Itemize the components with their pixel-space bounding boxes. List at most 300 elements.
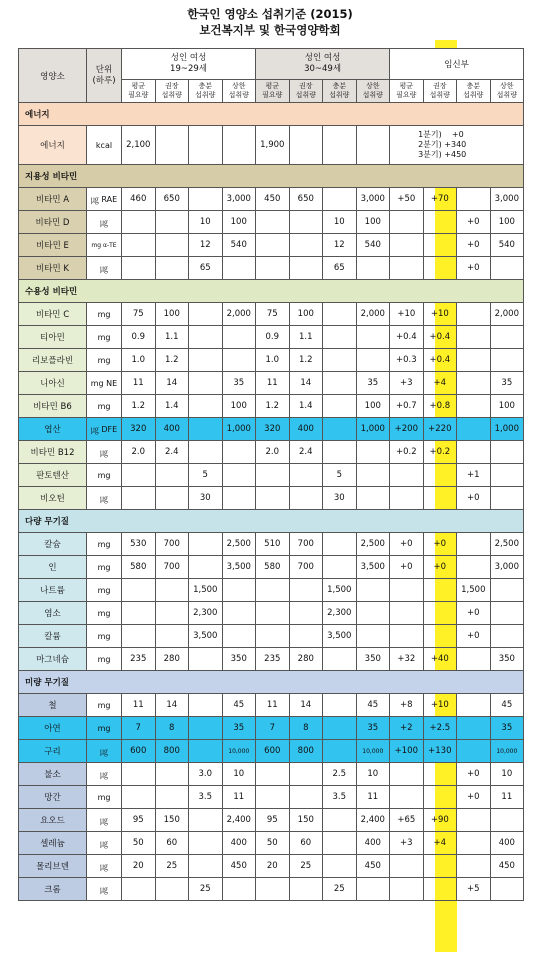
nutrient-name: 리보플라빈 <box>19 349 87 372</box>
value-cell: 12 <box>189 234 223 257</box>
value-cell: +0 <box>423 533 457 556</box>
value-cell: 1.1 <box>289 326 323 349</box>
value-cell <box>390 234 424 257</box>
value-cell: 700 <box>155 556 189 579</box>
subheader-cell: 평균 필요량 <box>390 80 424 103</box>
value-cell: 3.5 <box>189 786 223 809</box>
value-cell: +0.7 <box>390 395 424 418</box>
value-cell <box>155 763 189 786</box>
value-cell <box>289 464 323 487</box>
value-cell <box>323 303 357 326</box>
value-cell <box>457 326 491 349</box>
value-cell <box>323 855 357 878</box>
value-cell <box>457 740 491 763</box>
value-cell: 20 <box>122 855 156 878</box>
value-cell: 100 <box>222 211 256 234</box>
value-cell <box>189 188 223 211</box>
value-cell <box>222 126 256 165</box>
value-cell: 150 <box>289 809 323 832</box>
nutrient-name: 에너지 <box>19 126 87 165</box>
unit-cell: ㎍ <box>87 809 122 832</box>
unit-cell: mg <box>87 533 122 556</box>
value-cell <box>122 579 156 602</box>
value-cell: 75 <box>122 303 156 326</box>
value-cell <box>155 878 189 901</box>
value-cell <box>457 648 491 671</box>
value-cell: 1.0 <box>122 349 156 372</box>
value-cell: 25 <box>289 855 323 878</box>
table-row <box>19 257 524 280</box>
value-cell: 35 <box>356 372 390 395</box>
value-cell: 10,000 <box>356 740 390 763</box>
value-cell <box>423 625 457 648</box>
value-cell: 100 <box>289 303 323 326</box>
value-cell <box>423 211 457 234</box>
value-cell: 11 <box>356 786 390 809</box>
value-cell: 3.5 <box>323 786 357 809</box>
value-cell: 2,500 <box>356 533 390 556</box>
value-cell <box>289 625 323 648</box>
value-cell: 11 <box>122 694 156 717</box>
value-cell <box>222 464 256 487</box>
value-cell <box>323 126 357 165</box>
value-cell <box>490 441 524 464</box>
value-cell <box>323 418 357 441</box>
nutrient-name: 비타민 K <box>19 257 87 280</box>
subheader-cell: 평균 필요량 <box>256 80 290 103</box>
value-cell: +90 <box>423 809 457 832</box>
subheader-cell: 상한 섭취량 <box>356 80 390 103</box>
value-cell: 1.2 <box>122 395 156 418</box>
value-cell <box>390 579 424 602</box>
value-cell: 30 <box>323 487 357 510</box>
value-cell: 10 <box>323 211 357 234</box>
unit-cell: mg <box>87 579 122 602</box>
value-cell: 50 <box>256 832 290 855</box>
value-cell: +10 <box>423 303 457 326</box>
value-cell: +3 <box>390 832 424 855</box>
nutrient-name: 비타민 B12 <box>19 441 87 464</box>
value-cell: 235 <box>122 648 156 671</box>
value-cell: 235 <box>256 648 290 671</box>
value-cell: +70 <box>423 188 457 211</box>
unit-cell: ㎍ RAE <box>87 188 122 211</box>
unit-cell: ㎍ <box>87 763 122 786</box>
value-cell: 1,900 <box>256 126 290 165</box>
value-cell <box>256 763 290 786</box>
value-cell: +0 <box>457 211 491 234</box>
subheader-cell: 상한 섭취량 <box>490 80 524 103</box>
value-cell: 3,500 <box>189 625 223 648</box>
value-cell <box>490 326 524 349</box>
unit-cell: mg <box>87 694 122 717</box>
value-cell <box>256 625 290 648</box>
value-cell: +2.5 <box>423 717 457 740</box>
value-cell <box>189 717 223 740</box>
value-cell <box>189 326 223 349</box>
value-cell <box>423 602 457 625</box>
value-cell <box>323 556 357 579</box>
value-cell: +65 <box>390 809 424 832</box>
nutrient-name: 비타민 E <box>19 234 87 257</box>
value-cell: 100 <box>356 211 390 234</box>
value-cell <box>189 418 223 441</box>
value-cell: 65 <box>323 257 357 280</box>
value-cell: 600 <box>122 740 156 763</box>
value-cell: 35 <box>490 372 524 395</box>
nutrient-name: 비타민 D <box>19 211 87 234</box>
value-cell <box>423 464 457 487</box>
value-cell <box>189 694 223 717</box>
value-cell <box>189 126 223 165</box>
table-row <box>19 372 524 395</box>
value-cell <box>289 579 323 602</box>
value-cell: 400 <box>289 418 323 441</box>
value-cell: +8 <box>390 694 424 717</box>
table-row <box>19 855 524 878</box>
value-cell: 10 <box>189 211 223 234</box>
title-main: 한국인 영양소 섭취기준 (2015) <box>187 7 353 21</box>
value-cell <box>289 126 323 165</box>
value-cell <box>323 533 357 556</box>
value-cell <box>289 763 323 786</box>
section-trace_min <box>19 671 524 694</box>
section-label: 에너지 <box>19 103 524 126</box>
value-cell: 2,500 <box>490 533 524 556</box>
value-cell: +0.4 <box>423 326 457 349</box>
value-cell <box>155 625 189 648</box>
value-cell: 1,000 <box>490 418 524 441</box>
nutrient-name: 요오드 <box>19 809 87 832</box>
value-cell <box>323 694 357 717</box>
value-cell: +100 <box>390 740 424 763</box>
value-cell: 2.0 <box>256 441 290 464</box>
table-row <box>19 188 524 211</box>
value-cell <box>222 625 256 648</box>
unit-cell: mg <box>87 395 122 418</box>
value-cell <box>490 625 524 648</box>
unit-cell: kcal <box>87 126 122 165</box>
value-cell: 460 <box>122 188 156 211</box>
value-cell: 530 <box>122 533 156 556</box>
value-cell: 60 <box>289 832 323 855</box>
table-row <box>19 625 524 648</box>
unit-cell: ㎍ <box>87 211 122 234</box>
value-cell <box>323 740 357 763</box>
value-cell: 100 <box>490 211 524 234</box>
page-title <box>0 0 540 38</box>
value-cell: 45 <box>356 694 390 717</box>
subheader-cell: 충분 섭취량 <box>457 80 491 103</box>
value-cell: 1.0 <box>256 349 290 372</box>
value-cell: 11 <box>256 694 290 717</box>
value-cell: 2,000 <box>222 303 256 326</box>
header-women-19-29: 성인 여성 19~29세 <box>122 49 256 80</box>
value-cell <box>356 579 390 602</box>
value-cell <box>457 809 491 832</box>
table-row <box>19 303 524 326</box>
value-cell: 320 <box>256 418 290 441</box>
value-cell: +0 <box>457 786 491 809</box>
value-cell <box>189 441 223 464</box>
unit-cell: ㎍ DFE <box>87 418 122 441</box>
section-major_min <box>19 510 524 533</box>
value-cell: 8 <box>289 717 323 740</box>
unit-cell: ㎍ <box>87 740 122 763</box>
unit-cell: mg NE <box>87 372 122 395</box>
value-cell <box>189 395 223 418</box>
subheader-cell: 충분 섭취량 <box>189 80 223 103</box>
value-cell <box>356 602 390 625</box>
value-cell: 100 <box>490 395 524 418</box>
table-row <box>19 648 524 671</box>
value-cell: 7 <box>122 717 156 740</box>
value-cell: 0.9 <box>122 326 156 349</box>
value-cell: 5 <box>323 464 357 487</box>
value-cell: +40 <box>423 648 457 671</box>
value-cell <box>122 878 156 901</box>
table-row <box>19 809 524 832</box>
value-cell <box>323 188 357 211</box>
value-cell: 350 <box>490 648 524 671</box>
value-cell <box>490 349 524 372</box>
value-cell: +0 <box>457 763 491 786</box>
value-cell <box>122 257 156 280</box>
value-cell <box>189 855 223 878</box>
table-row <box>19 694 524 717</box>
value-cell: 2,400 <box>356 809 390 832</box>
value-cell: 8 <box>155 717 189 740</box>
nutrient-name: 판토텐산 <box>19 464 87 487</box>
unit-cell: mg <box>87 717 122 740</box>
value-cell <box>356 257 390 280</box>
value-cell: 1.1 <box>155 326 189 349</box>
subheader-cell: 상한 섭취량 <box>222 80 256 103</box>
value-cell: 540 <box>222 234 256 257</box>
value-cell: 100 <box>155 303 189 326</box>
value-cell <box>323 372 357 395</box>
value-cell: 10,000 <box>490 740 524 763</box>
value-cell: 1.2 <box>155 349 189 372</box>
pregnancy-energy-note: 1분기) +0 2분기) +340 3분기) +450 <box>390 126 524 165</box>
value-cell <box>457 556 491 579</box>
value-cell: 2,500 <box>222 533 256 556</box>
value-cell: 1,000 <box>356 418 390 441</box>
value-cell <box>457 372 491 395</box>
value-cell <box>189 740 223 763</box>
value-cell: 7 <box>256 717 290 740</box>
value-cell <box>189 809 223 832</box>
value-cell: 2,100 <box>122 126 156 165</box>
value-cell <box>323 648 357 671</box>
value-cell: 700 <box>289 556 323 579</box>
value-cell <box>222 441 256 464</box>
value-cell: 10 <box>356 763 390 786</box>
value-cell: +0 <box>457 625 491 648</box>
unit-cell: mg <box>87 786 122 809</box>
value-cell <box>490 487 524 510</box>
value-cell: 1.2 <box>289 349 323 372</box>
value-cell <box>323 809 357 832</box>
unit-cell: mg <box>87 349 122 372</box>
value-cell <box>390 625 424 648</box>
value-cell: 1.2 <box>256 395 290 418</box>
value-cell <box>122 464 156 487</box>
section-label: 지용성 비타민 <box>19 165 524 188</box>
value-cell: 25 <box>155 855 189 878</box>
nutrient-name: 몰리브덴 <box>19 855 87 878</box>
subheader-cell: 평균 필요량 <box>122 80 156 103</box>
table-row <box>19 326 524 349</box>
value-cell: 10 <box>222 763 256 786</box>
subheader-cell: 권장 섭취량 <box>155 80 189 103</box>
value-cell <box>189 533 223 556</box>
subheader-cell: 권장 섭취량 <box>423 80 457 103</box>
value-cell: 150 <box>155 809 189 832</box>
value-cell <box>256 464 290 487</box>
value-cell: 10,000 <box>222 740 256 763</box>
value-cell: +0.8 <box>423 395 457 418</box>
table-row <box>19 602 524 625</box>
value-cell <box>256 786 290 809</box>
value-cell: 12 <box>323 234 357 257</box>
table-row <box>19 464 524 487</box>
nutrient-name: 티아민 <box>19 326 87 349</box>
value-cell: 1,000 <box>222 418 256 441</box>
value-cell <box>356 441 390 464</box>
value-cell <box>457 303 491 326</box>
table-row <box>19 579 524 602</box>
value-cell <box>323 349 357 372</box>
value-cell: 510 <box>256 533 290 556</box>
nutrient-name: 아연 <box>19 717 87 740</box>
value-cell <box>289 602 323 625</box>
nutrient-name: 칼슘 <box>19 533 87 556</box>
nutrient-name: 인 <box>19 556 87 579</box>
value-cell <box>423 763 457 786</box>
value-cell: 100 <box>222 395 256 418</box>
table-row <box>19 441 524 464</box>
value-cell: 1.4 <box>155 395 189 418</box>
unit-cell: ㎍ <box>87 878 122 901</box>
value-cell: +0.2 <box>390 441 424 464</box>
value-cell <box>457 717 491 740</box>
value-cell: 35 <box>222 717 256 740</box>
value-cell: 75 <box>256 303 290 326</box>
value-cell: 3,000 <box>356 188 390 211</box>
value-cell: +0.2 <box>423 441 457 464</box>
value-cell: 60 <box>155 832 189 855</box>
value-cell: +0 <box>457 487 491 510</box>
value-cell <box>457 832 491 855</box>
value-cell <box>155 234 189 257</box>
title-source: 보건복지부 및 한국영양학회 <box>199 23 341 37</box>
value-cell <box>423 878 457 901</box>
value-cell: +1 <box>457 464 491 487</box>
nutrient-name: 비오틴 <box>19 487 87 510</box>
value-cell <box>457 395 491 418</box>
section-label: 다량 무기질 <box>19 510 524 533</box>
value-cell: +3 <box>390 372 424 395</box>
value-cell <box>356 878 390 901</box>
value-cell: +0 <box>457 257 491 280</box>
value-cell <box>155 464 189 487</box>
value-cell: 3,000 <box>222 188 256 211</box>
value-cell <box>189 648 223 671</box>
value-cell: 2,300 <box>323 602 357 625</box>
table-row <box>19 878 524 901</box>
value-cell <box>122 763 156 786</box>
value-cell: 3,500 <box>323 625 357 648</box>
value-cell: 30 <box>189 487 223 510</box>
value-cell <box>356 625 390 648</box>
value-cell <box>323 832 357 855</box>
value-cell: 1,500 <box>189 579 223 602</box>
table-row-energy <box>19 126 524 165</box>
header-unit: 단위 (하루) <box>87 49 122 103</box>
value-cell <box>423 257 457 280</box>
unit-cell: ㎍ <box>87 487 122 510</box>
section-water_vit <box>19 280 524 303</box>
value-cell: 280 <box>289 648 323 671</box>
value-cell <box>457 418 491 441</box>
value-cell <box>189 832 223 855</box>
value-cell: 50 <box>122 832 156 855</box>
value-cell: 100 <box>356 395 390 418</box>
value-cell: 3,500 <box>356 556 390 579</box>
value-cell: 10 <box>490 763 524 786</box>
table-row <box>19 395 524 418</box>
value-cell <box>222 579 256 602</box>
header-pregnant: 임신부 <box>390 49 524 80</box>
value-cell: 25 <box>323 878 357 901</box>
value-cell <box>222 349 256 372</box>
value-cell: +4 <box>423 832 457 855</box>
value-cell: 450 <box>356 855 390 878</box>
value-cell: +50 <box>390 188 424 211</box>
table-row <box>19 717 524 740</box>
unit-cell: mg <box>87 648 122 671</box>
value-cell: +32 <box>390 648 424 671</box>
value-cell <box>390 257 424 280</box>
value-cell <box>189 349 223 372</box>
value-cell <box>423 855 457 878</box>
value-cell: 540 <box>490 234 524 257</box>
value-cell: 700 <box>155 533 189 556</box>
value-cell: 450 <box>490 855 524 878</box>
value-cell <box>457 441 491 464</box>
value-cell <box>423 579 457 602</box>
header-women-30-49: 성인 여성 30~49세 <box>256 49 390 80</box>
value-cell <box>423 786 457 809</box>
value-cell <box>356 326 390 349</box>
value-cell: 3,000 <box>490 556 524 579</box>
value-cell <box>222 257 256 280</box>
value-cell: 350 <box>222 648 256 671</box>
value-cell: +0 <box>423 556 457 579</box>
unit-cell: ㎍ <box>87 257 122 280</box>
table-row <box>19 487 524 510</box>
unit-cell: mg <box>87 464 122 487</box>
value-cell <box>189 303 223 326</box>
nutrient-name: 비타민 B6 <box>19 395 87 418</box>
value-cell <box>323 326 357 349</box>
nutrient-name: 크롬 <box>19 878 87 901</box>
value-cell: 11 <box>256 372 290 395</box>
section-fat_vit <box>19 165 524 188</box>
value-cell <box>189 372 223 395</box>
subheader-cell: 충분 섭취량 <box>323 80 357 103</box>
